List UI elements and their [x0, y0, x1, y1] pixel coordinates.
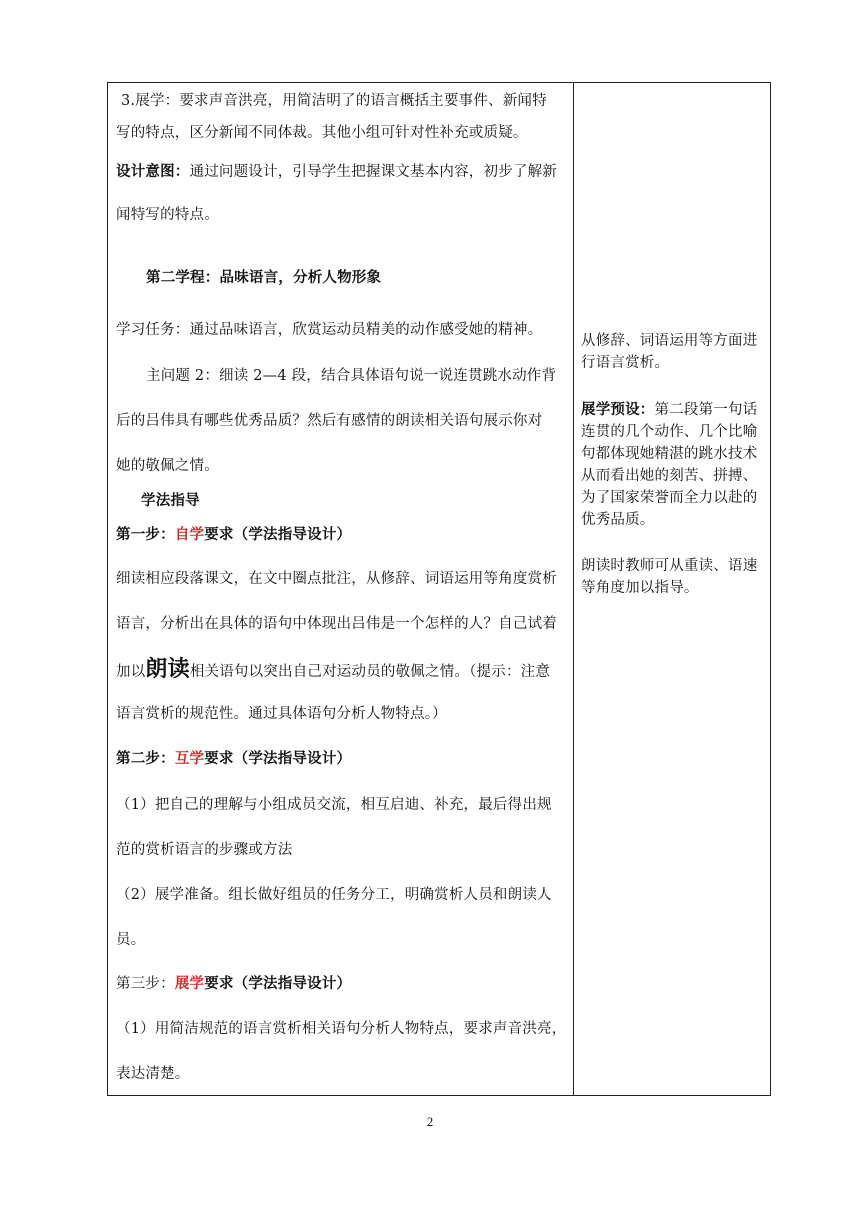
- question2-line1: 主问题 2：细读 2—4 段，结合具体语句说一说连贯跳水动作背: [146, 368, 557, 384]
- question2-line3: 她的敬佩之情。: [116, 458, 219, 474]
- note-reading-line2: 等角度加以指导。: [581, 580, 699, 596]
- step3-summary-line1: 3.展学：要求声音洪亮，用简洁明了的语言概括主要事件、新闻特: [121, 93, 547, 109]
- method-guide-title: 学法指导: [141, 492, 200, 509]
- step3-prefix: 第三步：: [116, 976, 175, 992]
- step2-line4: 员。: [116, 932, 146, 948]
- preset-line6: 优秀品质。: [581, 512, 655, 528]
- step2-line1: （1）把自己的理解与小组成员交流，相互启迪、补充，最后得出规: [116, 797, 552, 813]
- step3-line1: （1）用简洁规范的语言赏析相关语句分析人物特点，要求声音洪亮，: [116, 1021, 567, 1037]
- step2-suffix: 要求（学法指导设计）: [204, 750, 352, 767]
- step2-line3: （2）展学准备。组长做好组员的任务分工，明确赏析人员和朗读人: [116, 887, 552, 903]
- preset-label: 展学预设：: [581, 401, 655, 418]
- step3-summary-line2: 写的特点，区分新闻不同体裁。其他小组可针对性补充或质疑。: [116, 125, 528, 141]
- lesson-table: [107, 82, 771, 1096]
- note-rhetoric-line2: 行语言赏析。: [581, 355, 670, 371]
- step3-heading: [116, 973, 351, 995]
- preset-line5: 为了国家荣誉而全力以赴的: [581, 490, 758, 506]
- step2-keyword: 互学: [174, 750, 205, 767]
- step1-line3-end: 相关语句以突出自己对运动员的敬佩之情。（提示：注意: [189, 664, 551, 680]
- note-rhetoric-line1: 从修辞、词语运用等方面进: [581, 333, 758, 349]
- learning-task: 学习任务：通过品味语言，欣赏运动员精美的动作感受她的精神。: [116, 322, 543, 338]
- step1-read-aloud-keyword: 朗读: [145, 656, 190, 682]
- preset-line4: 从而看出她的刻苦、拼搏、: [581, 468, 758, 484]
- step1-heading: [116, 524, 351, 546]
- step3-suffix: 要求（学法指导设计）: [204, 975, 352, 992]
- step1-line2: 语言，分析出在具体的语句中体现出吕伟是一个怎样的人？自己试着: [116, 616, 557, 632]
- step1-prefix: 第一步：: [116, 526, 175, 543]
- step2-prefix: 第二步：: [116, 750, 175, 767]
- design-intent-label: 设计意图：: [116, 163, 190, 180]
- page-number: 2: [426, 1114, 434, 1129]
- design-intent-text: 通过问题设计，引导学生把握课文基本内容，初步了解新: [189, 164, 557, 180]
- preset-line2: 连贯的几个动作、几个比喻: [581, 424, 758, 440]
- step1-line3-start: 加以: [116, 664, 146, 680]
- note-reading-line1: 朗读时教师可从重读、语速: [581, 558, 758, 574]
- step2-line2: 范的赏析语言的步骤或方法: [116, 842, 293, 858]
- step1-line4: 语言赏析的规范性。通过具体语句分析人物特点。）: [116, 706, 447, 722]
- step1-keyword: 自学: [174, 526, 205, 543]
- step1-line1: 细读相应段落课文，在文中圈点批注，从修辞、词语运用等角度赏析: [116, 571, 557, 587]
- preset-line1: [581, 399, 757, 421]
- section2-title: 第二学程：品味语言，分析人物形象: [146, 269, 382, 286]
- preset-line3: 句都体现她精湛的跳水技术: [581, 446, 758, 462]
- design-intent-line2: 闻特写的特点。: [116, 207, 219, 223]
- step1-line3: [116, 658, 550, 683]
- preset-text: 第二段第一句话: [654, 402, 758, 418]
- step1-suffix: 要求（学法指导设计）: [204, 526, 352, 543]
- step3-line2: 表达清楚。: [116, 1066, 190, 1082]
- step3-keyword: 展学: [174, 975, 205, 992]
- design-intent-line1: [116, 161, 557, 183]
- step2-heading: [116, 748, 351, 770]
- question2-line2: 后的吕伟具有哪些优秀品质？然后有感情的朗读相关语句展示你对: [116, 413, 543, 429]
- column-divider: [573, 83, 574, 1095]
